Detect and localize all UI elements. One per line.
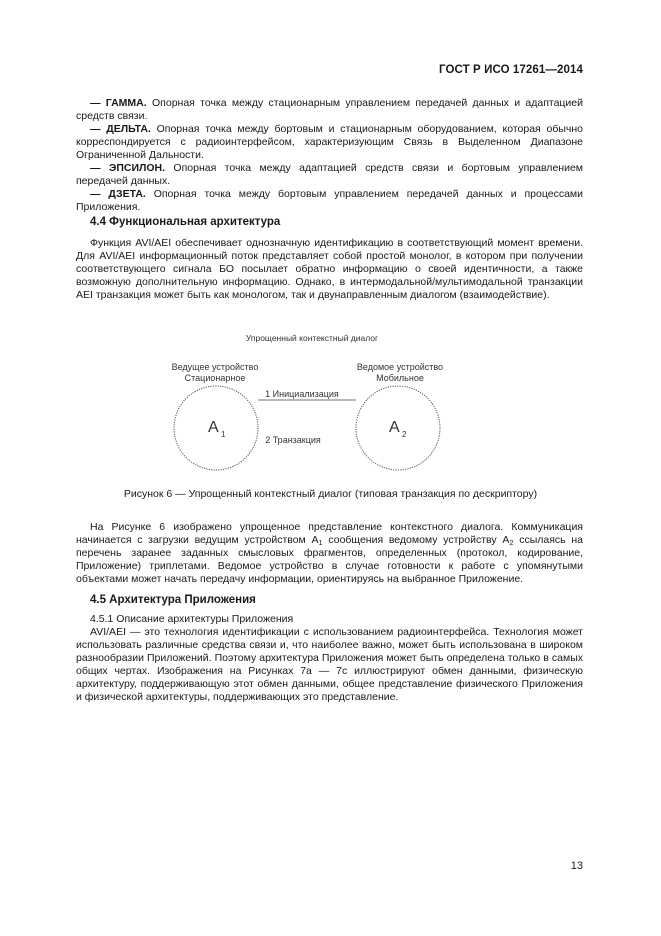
stationary-label: Стационарное: [184, 373, 246, 383]
section-4-5: [76, 594, 583, 704]
figure-description: [76, 521, 583, 586]
transaction-label: 2 Транзакция: [265, 435, 321, 445]
definition-zeta: — ДЗЕТА. Опорная точка между бортовым управлением передачей данных и процессами Приложения.: [76, 188, 584, 213]
figure-caption: Рисунок 6 — Упрощенный контекстный диалог (типовая транзакция по дескриптору): [123, 488, 538, 500]
node-a1-subscript: 1: [221, 430, 226, 439]
subsection-heading: 4.5.1 Описание архитектуры Приложения: [90, 613, 294, 625]
section-paragraph: AVI/AEI — это технология идентификации с использованием радиоинтерфейса. Технология может использовать различные средства связи и, что наиболее важно, может быть использована в широком разнообразии Приложений. Поэтому архитектура Приложения может быть определена только в самых общих чертах. Изображения на Рисунках 7а — 7с иллюстрируют обмен данными, физическую архитектуру, поддерживающую этот обмен данными, общее представление физического Приложения и физической архитектуры, поддерживающих это представление.: [76, 626, 583, 703]
definition-delta: — ДЕЛЬТА. Опорная точка между бортовым и стационарным оборудованием, которая обычно корреспондируется с радиоинтерфейсом, характеризующим Связь в Выделенном Диапазоне Ограниченной Дальности.: [76, 123, 584, 161]
slave-device-label: Ведомое устройство: [356, 362, 444, 372]
page-number: 13: [570, 860, 583, 872]
node-a1-label: A: [208, 419, 219, 436]
mobile-label: Мобильное: [376, 373, 424, 383]
node-a2-label: A: [389, 419, 400, 436]
definition-gamma: — ГАММА. Опорная точка между стационарным управлением передачей данных и адаптацией средств связи.: [76, 97, 583, 122]
definition-epsilon: — ЭПСИЛОН. Опорная точка между адаптацией средств связи и бортовым управлением передачей данных.: [76, 162, 584, 187]
node-a2-subscript: 2: [402, 430, 407, 439]
initialization-label: 1 Инициализация: [265, 389, 339, 399]
master-device-label: Ведущее устройство: [171, 362, 259, 372]
section-paragraph: Функция AVI/AEI обеспечивает однозначную идентификацию в соответствующий момент времени. Для AVI/AEI информационный поток представляет собой простой монолог, в котором при получении соответствующего сигнала БО посылает обратно информацию о своей идентичности, а также возможную дополнительную информацию. Однако, в интермодальной/мультимодальной транзакции AEI транзакция может быть как монологом, так и двунаправленным диалогом (взаимодействие).: [76, 237, 583, 301]
section-heading: 4.4 Функциональная архитектура: [90, 216, 281, 228]
diagram-title: Упрощенный контекстный диалог: [245, 333, 379, 343]
figure-description-paragraph: На Рисунке 6 изображено упрощенное представление контекстного диалога. Коммуникация начинается с загрузки ведущим устройством $A_1$ сообщения ведомому устройству $A_2$ ссылаясь на перечень заранее заданных смысловых фрагментов, определенных (протокол, кодирование, Приложение) триплетами. Ведомое устройство в случае готовности к работе с упомянутыми объектами может начать передачу информации, ориентируясь на выбранное Приложение.: [76, 521, 583, 585]
section-heading: 4.5 Архитектура Приложения: [90, 594, 256, 606]
standard-header: ГОСТ Р ИСО 17261—2014: [438, 64, 583, 76]
